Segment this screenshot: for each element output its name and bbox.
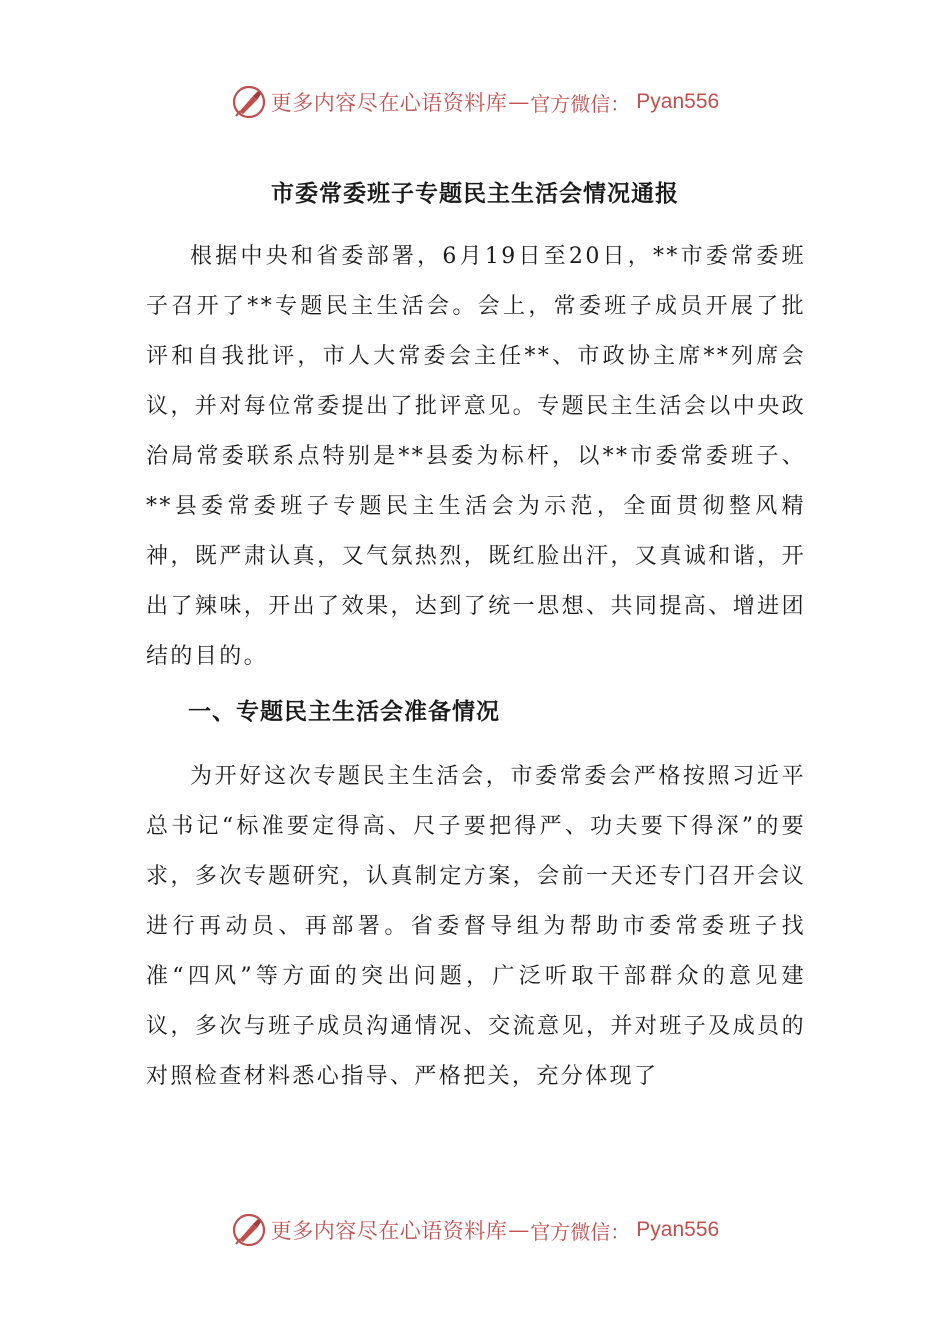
banner-separator: — bbox=[508, 90, 530, 114]
banner-wechat-id: Pyan556 bbox=[636, 90, 720, 113]
pen-nib-logo-icon bbox=[231, 1212, 267, 1248]
header-banner bbox=[0, 80, 950, 124]
banner-brand-text: 更多内容尽在心语资料库 bbox=[270, 91, 508, 115]
banner-wechat-label: 官方微信： bbox=[530, 91, 631, 116]
paragraph-preparation: 为开好这次专题民主生活会，市委常委会严格按照习近平总书记“标准要定得高、尺子要把得严、功夫要下得深”的要求，多次专题研究，认真制定方案，会前一天还专门召开会议进行再动员、再部署。省委督导组为帮助市委常委班子找准“四风”等方面的突出问题，广泛听取干部群众的意见建议，多次与班子成员沟通情况、交流意见，并对班子及成员的对照检查材料悉心指导、严格把关，充分体现了 bbox=[146, 764, 806, 1089]
section-heading-preparation: 一、专题民主生活会准备情况 bbox=[188, 699, 500, 725]
banner-brand-text: 更多内容尽在心语资料库 bbox=[270, 1219, 508, 1243]
banner-wechat-label: 官方微信： bbox=[530, 1219, 631, 1244]
banner-wechat-id: Pyan556 bbox=[636, 1218, 720, 1241]
banner-separator: — bbox=[508, 1218, 530, 1242]
footer-banner bbox=[0, 1208, 950, 1252]
paragraph-intro: 根据中央和省委部署，6月19日至20日，**市委常委班子召开了**专题民主生活会。会上，常委班子成员开展了批评和自我批评，市人大常委会主任**、市政协主席**列席会议，并对每位常委提出了批评意见。专题民主生活会以中央政治局常委联系点特别是**县委为标杆，以**市委常委班子、**县委常委班子专题民主生活会为示范，全面贯彻整风精神，既严肃认真，又气氛热烈，既红脸出汗，又真诚和谐，开出了辣味，开出了效果，达到了统一思想、共同提高、增进团结的目的。 bbox=[146, 244, 806, 669]
pen-nib-logo-icon bbox=[231, 84, 267, 120]
document-title: 市委常委班子专题民主生活会情况通报 bbox=[271, 181, 679, 207]
